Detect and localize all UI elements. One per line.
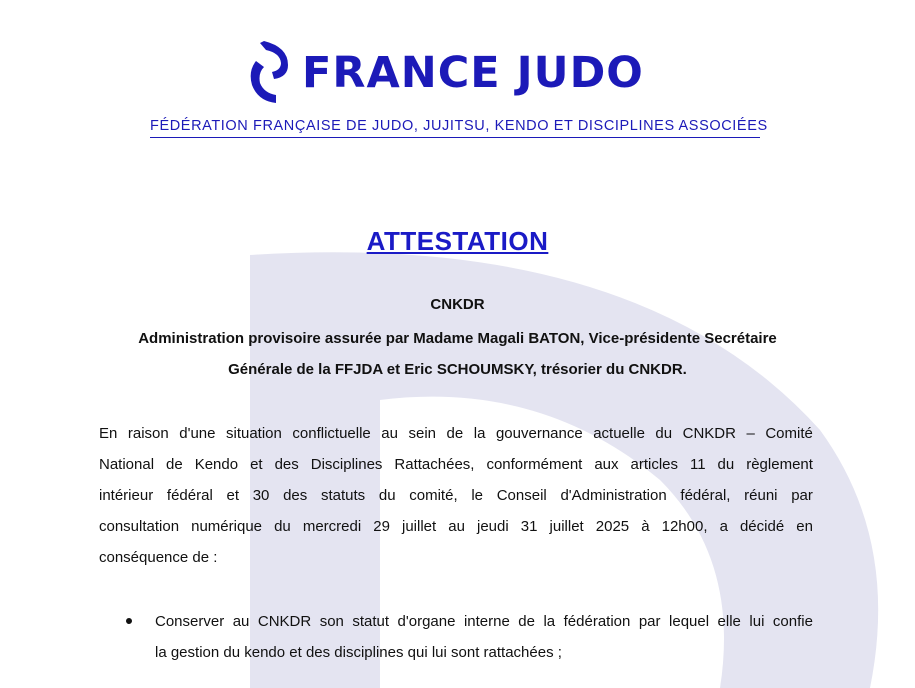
bullet-line: Conserver au CNKDR son statut d'organe interne de la fédération par lequel elle lui confie bbox=[155, 613, 813, 630]
document-title: ATTESTATION bbox=[366, 226, 549, 256]
administration-line-1: Administration provisoire assurée par Madame Magali BATON, Vice-présidente Secrétaire bbox=[138, 330, 777, 347]
bullet-line: la gestion du kendo et des disciplines qui lui sont rattachées ; bbox=[155, 644, 562, 661]
france-judo-logo bbox=[248, 40, 668, 106]
paragraph-line: National de Kendo et des Disciplines Rattachées, conformément aux articles 11 du règlement bbox=[99, 456, 813, 473]
brand-name: FRANCE JUDO bbox=[302, 48, 644, 98]
federation-subtitle: FÉDÉRATION FRANÇAISE DE JUDO, JUJITSU, KENDO ET DISCIPLINES ASSOCIÉES bbox=[150, 118, 760, 138]
paragraph-line: consultation numérique du mercredi 29 juillet au jeudi 31 juillet 2025 à 12h00, a décidé en bbox=[99, 518, 813, 535]
paragraph-line: intérieur fédéral et 30 des statuts du comité, le Conseil d'Administration fédéral, réuni par bbox=[99, 487, 813, 504]
paragraph-line: conséquence de : bbox=[99, 549, 218, 566]
bullet-icon bbox=[126, 618, 132, 624]
document-subtitle: CNKDR bbox=[430, 296, 485, 313]
judo-logo-icon bbox=[248, 41, 296, 105]
paragraph-line: En raison d'une situation conflictuelle au sein de la gouvernance actuelle du CNKDR – Comité bbox=[99, 425, 813, 442]
administration-line-2: Générale de la FFJDA et Eric SCHOUMSKY, trésorier du CNKDR. bbox=[228, 361, 687, 378]
bullet-text bbox=[155, 612, 813, 674]
body-paragraph bbox=[99, 424, 813, 579]
